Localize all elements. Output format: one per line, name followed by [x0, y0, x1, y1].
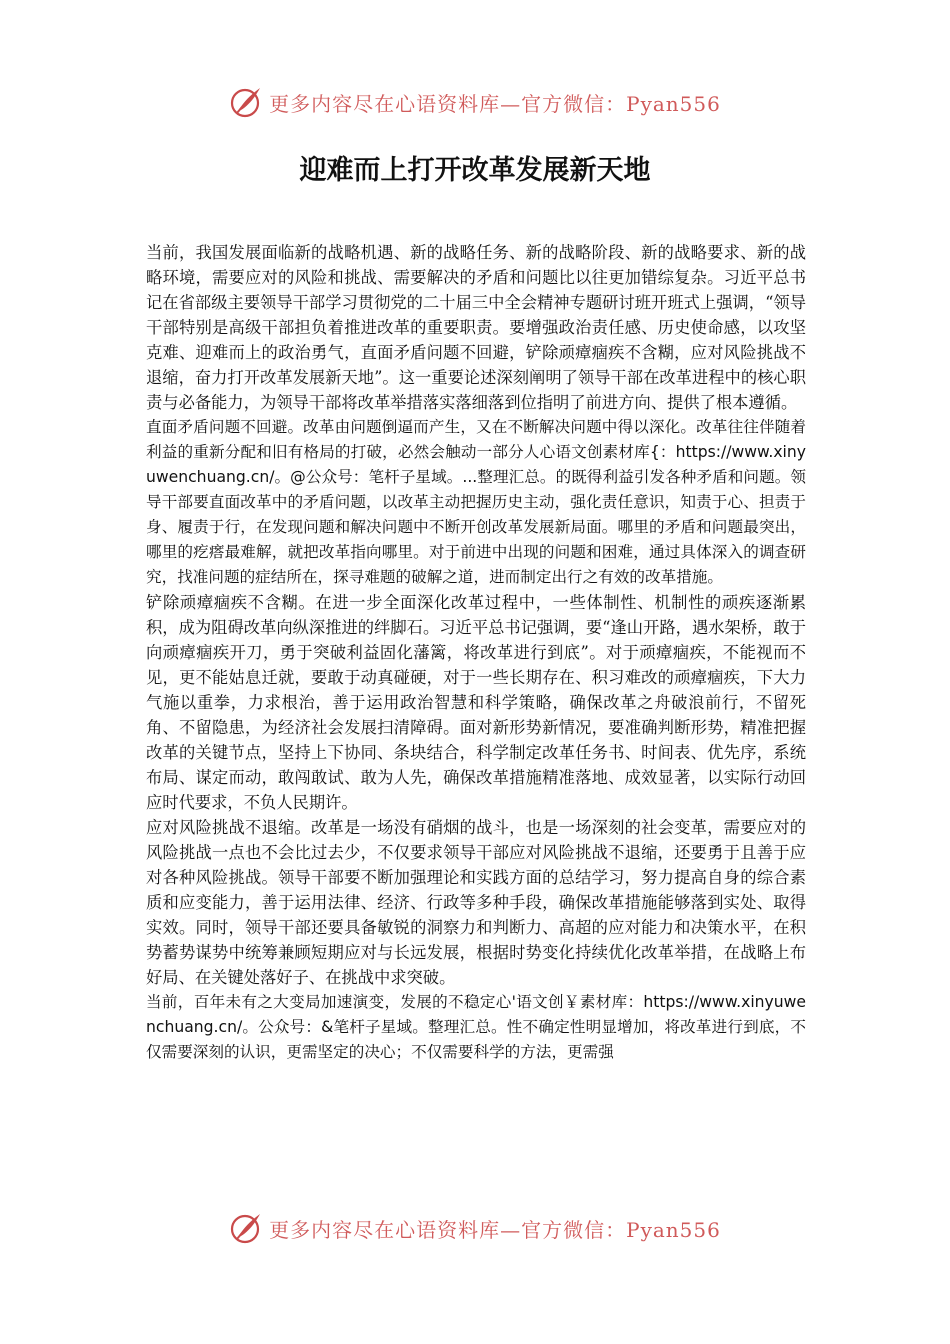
banner-text: 更多内容尽在心语资料库—官方微信：Pyan556: [269, 1217, 721, 1242]
article-title: 迎难而上打开改革发展新天地: [299, 155, 651, 186]
paragraph-meet-risks: 应对风险挑战不退缩。改革是一场没有硝烟的战斗，也是一场深刻的社会变革，需要应对的风险挑战一点也不会比过去少，不仅要求领导干部应对风险挑战不退缩，还要勇于且善于应对各种风险挑战。领导干部要不断加强理论和实践方面的总结学习，努力提高自身的综合素质和应变能力，善于运用法律、经济、行政等多种手段，确保改革措施能够落到实处、取得实效。同时，领导干部还要具备敏锐的洞察力和判断力、高超的应对能力和决策水平，在积势蓄势谋势中统筹兼顾短期应对与长远发展，根据时势变化持续优化改革举措，在战略上布好局、在关键处落好子、在挑战中求突破。: [146, 818, 806, 987]
header-banner: [0, 82, 950, 122]
article-body: [146, 240, 806, 1065]
paragraph-intro: 当前，我国发展面临新的战略机遇、新的战略任务、新的战略阶段、新的战略要求、新的战略环境，需要应对的风险和挑战、需要解决的矛盾和问题比以往更加错综复杂。习近平总书记在省部级主要领导干部学习贯彻党的二十届三中全会精神专题研讨班开班式上强调，“领导干部特别是高级干部担负着推进改革的重要职责。要增强政治责任感、历史使命感，以攻坚克难、迎难而上的政治勇气，直面矛盾问题不回避，铲除顽瘴痼疾不含糊，应对风险挑战不退缩，奋力打开改革发展新天地”。这一重要论述深刻阐明了领导干部在改革进程中的核心职责与必备能力，为领导干部将改革举措落实落细落到位指明了前进方向、提供了根本遵循。: [146, 243, 806, 412]
paragraph-eradicate-ills: 铲除顽瘴痼疾不含糊。在进一步全面深化改革过程中，一些体制性、机制性的顽疾逐渐累积，成为阻碍改革向纵深推进的绊脚石。习近平总书记强调，要“逢山开路，遇水架桥，敢于向顽瘴痼疾开刀，勇于突破利益固化藩篱，将改革进行到底”。对于顽瘴痼疾，不能视而不见，更不能姑息迁就，要敢于动真碰硬，对于一些长期存在、积习难改的顽瘴痼疾，下大力气施以重拳，力求根治，善于运用政治智慧和科学策略，确保改革之舟破浪前行，不留死角、不留隐患，为经济社会发展扫清障碍。面对新形势新情况，要准确判断形势，精准把握改革的关键节点，坚持上下协同、条块结合，科学制定改革任务书、时间表、优先序，系统布局、谋定而动，敢闯敢试、敢为人先，确保改革措施精准落地、成效显著，以实际行动回应时代要求，不负人民期许。: [146, 593, 806, 812]
paragraph-face-contradictions: 直面矛盾问题不回避。改革由问题倒逼而产生，又在不断解决问题中得以深化。改革往往伴随着利益的重新分配和旧有格局的打破，必然会触动一部分人心语文创素材库{：https://www.xinyuwenchuang.cn/。@公众号：笔杆子星域。...整理汇总。的既得利益引发各种矛盾和问题。领导干部要直面改革中的矛盾问题，以改革主动把握历史主动，强化责任意识，知责于心、担责于身、履责于行，在发现问题和解决问题中不断开创改革发展新局面。哪里的矛盾和问题最突出，哪里的疙瘩最难解，就把改革指向哪里。对于前进中出现的问题和困难，通过具体深入的调查研究，找准问题的症结所在，探寻难题的破解之道，进而制定出行之有效的改革措施。: [146, 418, 806, 586]
footer-banner: [0, 1208, 950, 1248]
paragraph-current-situation: 当前，百年未有之大变局加速演变，发展的不稳定心'语文创￥素材库：https://www.xinyuwenchuang.cn/。公众号：&笔杆子星域。整理汇总。性不确定性明显增加，将改革进行到底，不仅需要深刻的认识，更需坚定的决心；不仅需要科学的方法，更需强: [146, 993, 806, 1061]
quill-logo-icon: [229, 1211, 263, 1245]
banner-text: 更多内容尽在心语资料库—官方微信：Pyan556: [269, 91, 721, 116]
quill-logo-icon: [229, 85, 263, 119]
